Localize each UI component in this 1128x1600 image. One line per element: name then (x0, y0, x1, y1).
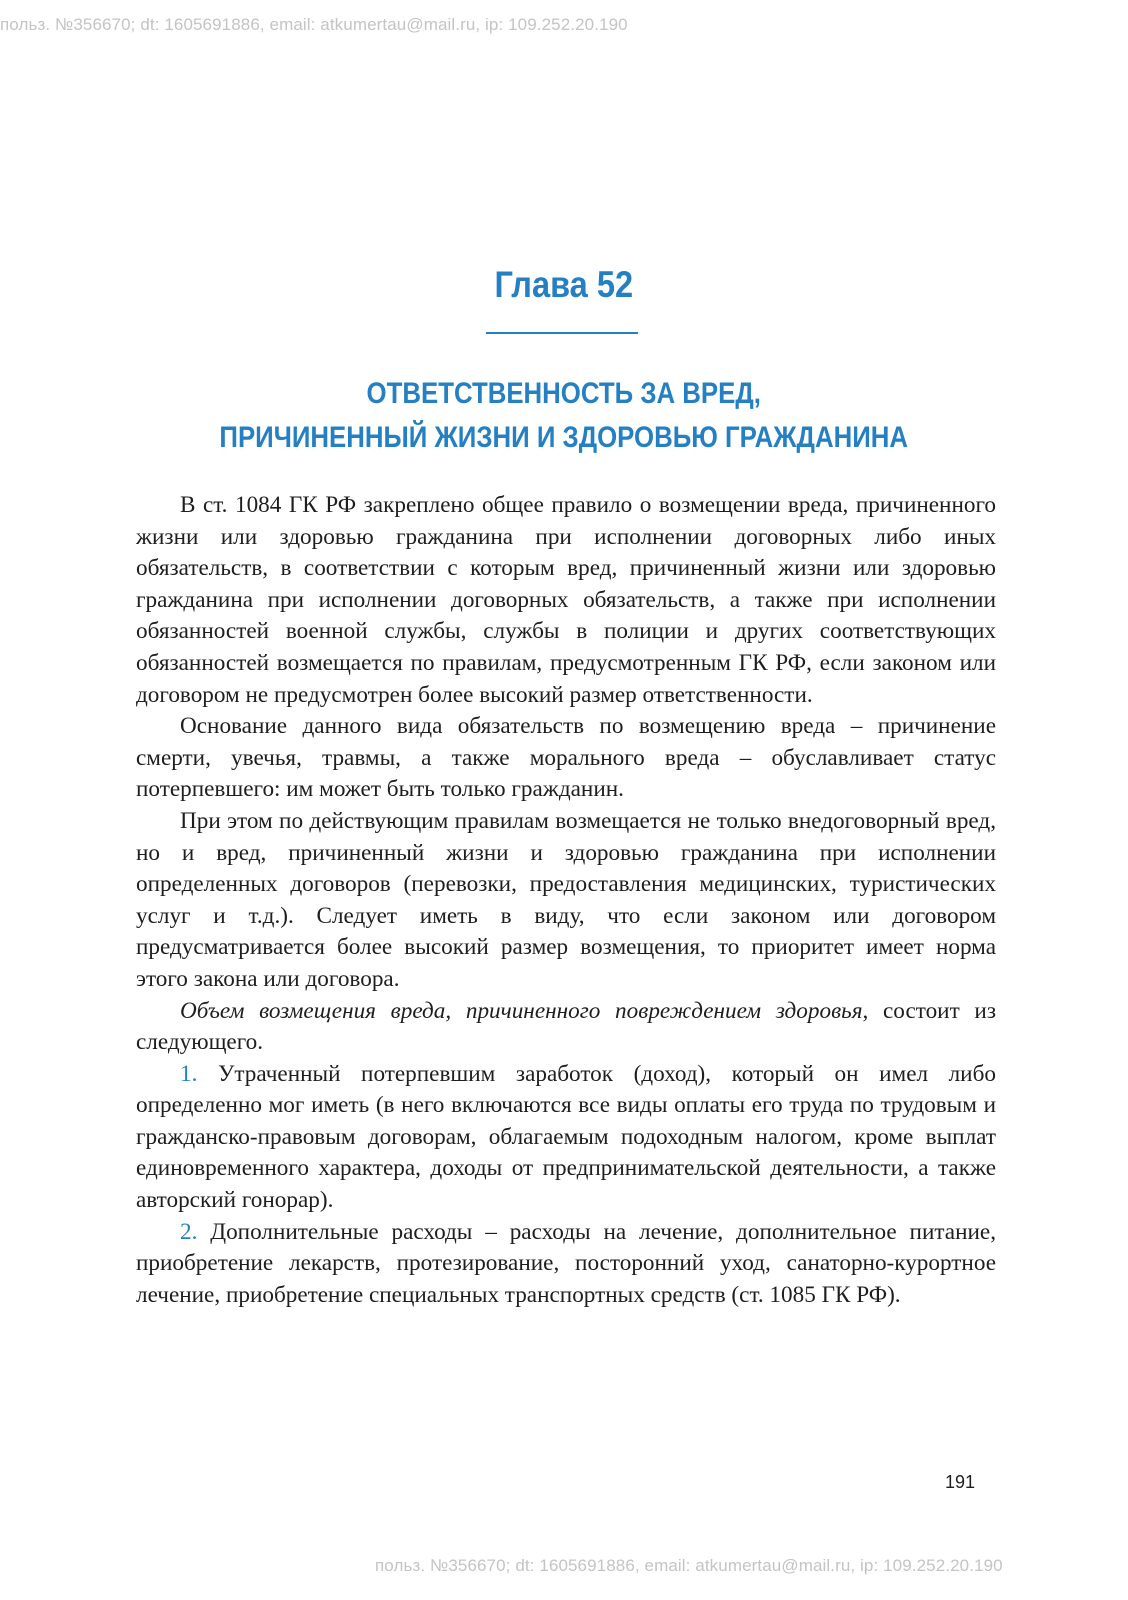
list-item-1 (136, 1059, 996, 1217)
paragraph-4 (136, 996, 996, 1059)
paragraph-4-italic-term: Объем возмещения вреда, причиненного повреждением здоровья (180, 997, 863, 1024)
chapter-divider (486, 332, 638, 334)
watermark-top: польз. №356670; dt: 1605691886, email: atkumertau@mail.ru, ip: 109.252.20.190 (0, 15, 628, 34)
chapter-title-line-1: ОТВЕТСТВЕННОСТЬ ЗА ВРЕД, (366, 377, 761, 410)
paragraph-3: При этом по действующим правилам возмещается не только внедоговорный вред, но и вред, причиненный жизни и здоровью гражданина при исполнении определенных договоров (перевозки, предоставления медицинских, туристических услуг и т.д.). Следует иметь в виду, что если законом или договором предусматривается более высокий размер возмещения, то приоритет имеет норма этого закона или договора. (136, 807, 996, 992)
paragraph-2: Основание данного вида обязательств по возмещению вреда – причинение смерти, увечья, травмы, а также морального вреда – обуславливает статус потерпевшего: им может быть только гражданин. (136, 713, 996, 803)
chapter-body (136, 490, 996, 1311)
chapter-number: Глава 52 (494, 264, 634, 305)
list-item-1-text: Утраченный потерпевшим заработок (доход), который он имел либо определенно мог иметь (в него включаются все виды оплаты его труда по трудовым и гражданско-правовым договорам, облагаемым подоходным налогом, кроме выплат единовременного характера, доходы от предпринимательской деятельности, а также авторский гонорар). (136, 1060, 996, 1214)
list-item-2-text: Дополнительные расходы – расходы на лечение, дополнительное питание, приобретение лекарств, протезирование, посторонний уход, санаторно-курортное лечение, приобретение специальных транспортных средств (ст. 1085 ГК РФ). (136, 1218, 996, 1308)
paragraph-4-rest: , состоит из следующего. (136, 997, 996, 1056)
paragraph-1: В ст. 1084 ГК РФ закреплено общее правило о возмещении вреда, причиненного жизни или здоровью гражданина при исполнении договорных либо иных обязательств, в соответствии с которым вред, причиненный жизни или здоровью гражданина при исполнении договорных обязательств, а также при исполнении обязанностей военной службы, службы в полиции и других соответствующих обязанностей возмещается по правилам, предусмотренным ГК РФ, если законом или договором не предусмотрен более высокий размер ответственности. (136, 492, 996, 708)
list-item-2 (136, 1217, 996, 1312)
chapter-title (79, 372, 1049, 460)
list-item-2-number: 2. (180, 1218, 198, 1245)
watermark-bottom: польз. №356670; dt: 1605691886, email: atkumertau@mail.ru, ip: 109.252.20.190 (375, 1556, 1003, 1575)
list-item-1-number: 1. (180, 1060, 198, 1087)
page-number: 191 (945, 1472, 976, 1492)
chapter-title-line-2: ПРИЧИНЕННЫЙ ЖИЗНИ И ЗДОРОВЬЮ ГРАЖДАНИНА (219, 421, 909, 454)
